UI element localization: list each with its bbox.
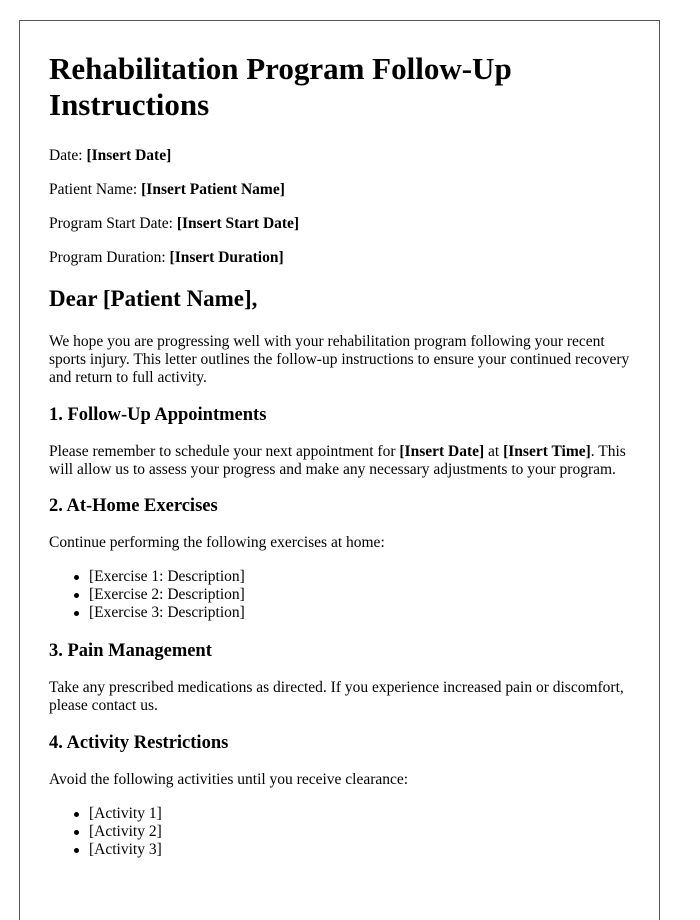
list-item: [Activity 3] [89, 841, 630, 859]
exercises-list [49, 568, 630, 622]
section-heading-exercises: 2. At-Home Exercises [49, 496, 218, 517]
meta-date [49, 147, 630, 165]
meta-duration [49, 249, 630, 267]
pain-paragraph: Take any prescribed medications as directed. If you experience increased pain or discomfort, please contact us. [49, 679, 624, 715]
section-heading-followup: 1. Follow-Up Appointments [49, 404, 267, 425]
list-item: [Activity 2] [89, 823, 630, 841]
meta-date-value: [Insert Date] [86, 147, 172, 164]
section-heading-pain: 3. Pain Management [49, 641, 212, 662]
followup-text-c: . This will allow us to assess your progress and make any necessary adjustments to your program. [49, 442, 626, 478]
page-title: Rehabilitation Program Follow-Up Instructions [49, 51, 512, 122]
followup-date-value: [Insert Date] [399, 442, 485, 460]
meta-patient-value: [Insert Patient Name] [141, 181, 285, 198]
list-item: [Exercise 1: Description] [89, 568, 630, 586]
list-item: [Activity 1] [89, 805, 630, 823]
greeting: Dear [Patient Name], [49, 286, 258, 311]
meta-start-value: [Insert Start Date] [176, 215, 300, 232]
list-item: [Exercise 3: Description] [89, 604, 630, 622]
followup-paragraph [49, 443, 630, 479]
section-heading-activity: 4. Activity Restrictions [49, 732, 229, 753]
meta-start-date [49, 215, 630, 233]
meta-patient-label: Patient Name: [49, 181, 142, 198]
meta-patient-name [49, 181, 630, 199]
activity-paragraph: Avoid the following activities until you receive clearance: [49, 770, 409, 788]
meta-start-label: Program Start Date: [49, 215, 177, 232]
exercises-paragraph: Continue performing the following exercises at home: [49, 534, 385, 552]
followup-text-b: at [484, 442, 504, 460]
meta-duration-label: Program Duration: [49, 249, 170, 266]
intro-paragraph: We hope you are progressing well with your rehabilitation program following your recent sports injury. This letter outlines the follow-up instructions to ensure your continued recovery and return to full activity. [49, 333, 630, 387]
followup-time-value: [Insert Time] [503, 442, 591, 460]
followup-text-a: Please remember to schedule your next appointment for [49, 442, 400, 460]
letter-page [19, 20, 660, 920]
activity-list [49, 805, 630, 859]
list-item: [Exercise 2: Description] [89, 586, 630, 604]
meta-duration-value: [Insert Duration] [169, 249, 284, 266]
meta-date-label: Date: [49, 147, 87, 164]
